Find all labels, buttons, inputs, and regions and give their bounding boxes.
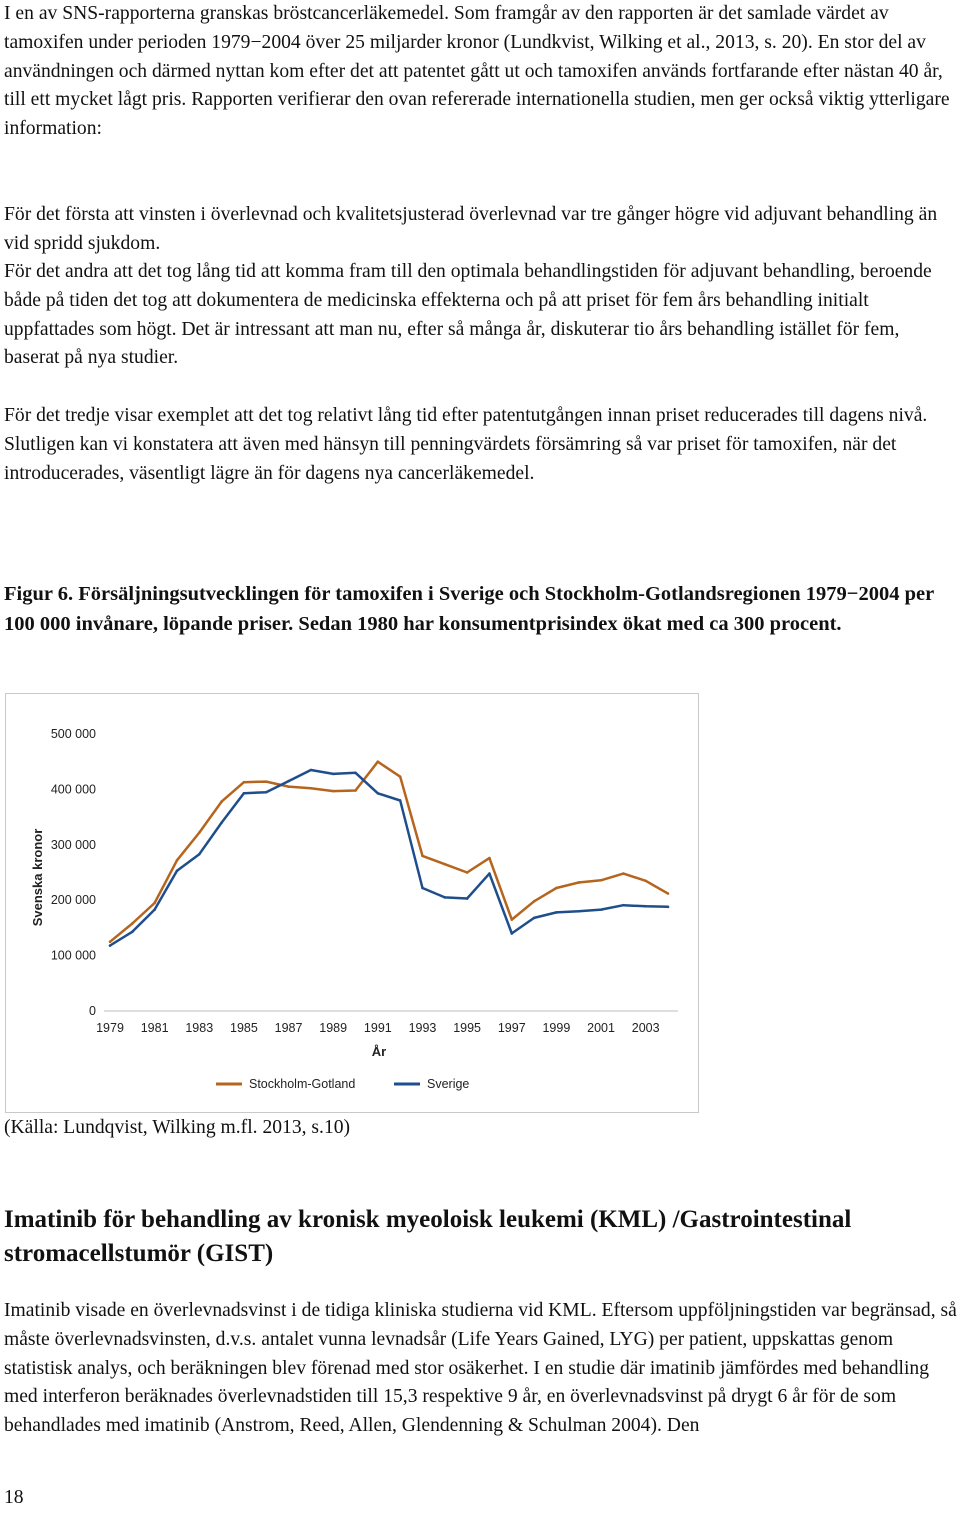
data-point xyxy=(109,944,112,947)
data-point xyxy=(622,904,625,907)
y-tick-label: 200 000 xyxy=(50,893,96,908)
data-point xyxy=(466,871,469,874)
x-tick-label: 1991 xyxy=(363,1021,392,1035)
series-line-sverige xyxy=(110,770,668,946)
data-point xyxy=(600,908,603,911)
data-point xyxy=(310,787,313,790)
data-point xyxy=(287,785,290,788)
data-point xyxy=(600,879,603,882)
data-point xyxy=(243,792,246,795)
data-point xyxy=(377,760,380,763)
paragraph-third-point: För det tredje visar exemplet att det tog relativt lång tid efter patentutgången innan priset reducerades till dagens nivå. Slutligen kan vi konstatera att även med hänsyn till penningvärdets försämring så var priset för tamoxifen, när det introducerades, väsentligt lägre än för dagens nya cancerläkemedel. xyxy=(4,405,928,484)
data-point xyxy=(510,932,513,935)
y-tick-label: 100 000 xyxy=(50,948,96,963)
data-point xyxy=(577,910,580,913)
figure-source: (Källa: Lundqvist, Wilking m.fl. 2013, s.10) xyxy=(4,1117,351,1138)
x-tick-label: 1995 xyxy=(453,1021,482,1035)
data-point xyxy=(622,872,625,875)
data-point xyxy=(131,930,134,933)
y-tick-label: 400 000 xyxy=(50,782,96,797)
section-heading: Imatinib för behandling av kronisk myeoloisk leukemi (KML) /Gastrointestinal stromacellstumör (GIST) xyxy=(4,1206,852,1267)
data-point xyxy=(109,940,112,943)
data-point xyxy=(198,831,201,834)
data-point xyxy=(243,781,246,784)
data-point xyxy=(555,911,558,914)
legend-label: Stockholm-Gotland xyxy=(249,1077,356,1091)
x-tick-label: 1987 xyxy=(274,1021,303,1035)
x-tick-label: 1989 xyxy=(319,1021,348,1035)
data-point xyxy=(265,791,268,794)
data-point xyxy=(421,887,424,890)
series-line-stockholm-gotland xyxy=(110,762,668,942)
data-point xyxy=(399,775,402,778)
x-tick-label: 1993 xyxy=(408,1021,437,1035)
data-point xyxy=(533,917,536,920)
data-point xyxy=(466,897,469,900)
x-tick-label: 2001 xyxy=(587,1021,615,1035)
x-tick-label: 1997 xyxy=(497,1021,526,1035)
data-point xyxy=(667,892,670,895)
x-tick-label: 1985 xyxy=(230,1021,258,1035)
sales-chart xyxy=(5,693,699,1113)
x-axis-title: År xyxy=(371,1044,387,1059)
data-point xyxy=(332,773,335,776)
data-point xyxy=(421,855,424,858)
page-number: 18 xyxy=(4,1487,24,1508)
y-tick-label: 500 000 xyxy=(50,727,96,741)
data-point xyxy=(153,908,156,911)
data-point xyxy=(444,863,447,866)
data-point xyxy=(510,918,513,921)
y-tick-label: 0 xyxy=(89,1004,96,1018)
figure-caption: Figur 6. Försäljningsutvecklingen för tamoxifen i Sverige och Stockholm-Gotlandsregionen 1979−2004 per 100 000 invånare, löpande priser. Sedan 1980 har konsumentprisindex ökat med ca 300 procent. xyxy=(4,583,934,635)
data-point xyxy=(354,771,357,774)
data-point xyxy=(488,857,491,860)
data-point xyxy=(198,853,201,856)
data-point xyxy=(644,905,647,908)
data-point xyxy=(332,790,335,793)
data-point xyxy=(667,906,670,909)
x-tick-label: 2003 xyxy=(631,1021,660,1035)
paragraph-intro: I en av SNS-rapporterna granskas bröstcancerläkemedel. Som framgår av den rapporten är det samlade värdet av tamoxifen under perioden 1979−2004 över 25 miljarder kronor (Lundkvist, Wilking et al., 2013, s. 20). En stor del av användningen och därmed nyttan kom efter det att patentet gått ut och tamoxifen används fortfarande efter nästan 40 år, till ett mycket lågt pris. Rapporten verifierar den ovan refererade internationella studien, men ger också viktig ytterligare information: xyxy=(4,3,950,140)
data-point xyxy=(555,887,558,890)
y-axis-title: Svenska kronor xyxy=(30,828,45,927)
data-point xyxy=(310,769,313,772)
x-tick-label: 1979 xyxy=(96,1021,124,1035)
data-point xyxy=(220,800,223,803)
data-point xyxy=(220,821,223,824)
y-tick-label: 300 000 xyxy=(50,837,96,852)
data-point xyxy=(377,792,380,795)
data-point xyxy=(444,896,447,899)
data-point xyxy=(265,780,268,783)
x-tick-label: 1999 xyxy=(542,1021,571,1035)
x-tick-label: 1981 xyxy=(140,1021,169,1035)
paragraph-first-point: För det första att vinsten i överlevnad och kvalitetsjusterad överlevnad var tre gånger högre vid adjuvant behandling än vid spridd sjukdom. xyxy=(4,204,938,254)
data-point xyxy=(577,881,580,884)
data-point xyxy=(354,789,357,792)
legend-label: Sverige xyxy=(427,1077,470,1091)
data-point xyxy=(131,922,134,925)
data-point xyxy=(488,872,491,875)
paragraph-second-point: För det andra att det tog lång tid att komma fram till den optimala behandlingstiden för adjuvant behandling, beroende både på tiden det tog att dokumentera de medicinska effekterna och på att priset för fem års behandling initialt uppfattades som högt. Det är intressant att man nu, efter så många år, diskuterar tio års behandling istället för fem, baserat på nya studier. xyxy=(4,261,932,369)
data-point xyxy=(399,799,402,802)
paragraph-imatinib: Imatinib visade en överlevnadsvinst i de tidiga kliniska studierna vid KML. Eftersom uppföljningstiden var begränsad, så måste överlevnadsvinsten, d.v.s. antalet vunna levnadsår (Life Years Gained, LYG) per patient, uppskattas genom statistisk analys, och beräkningen blev förenad med stor osäkerhet. I en studie där imatinib jämfördes med behandling med interferon beräknades överlevnadstiden till 15,3 respektive 9 år, en överlevnadsvinst på drygt 6 år för de som behandlades med imatinib (Anstrom, Reed, Allen, Glendenning & Schulman 2004). Den xyxy=(4,1300,957,1437)
data-point xyxy=(176,870,179,873)
data-point xyxy=(153,902,156,905)
x-tick-label: 1983 xyxy=(185,1021,214,1035)
data-point xyxy=(644,880,647,883)
chart-svg xyxy=(6,694,698,1112)
data-point xyxy=(287,780,290,783)
data-point xyxy=(176,859,179,862)
data-point xyxy=(533,900,536,903)
